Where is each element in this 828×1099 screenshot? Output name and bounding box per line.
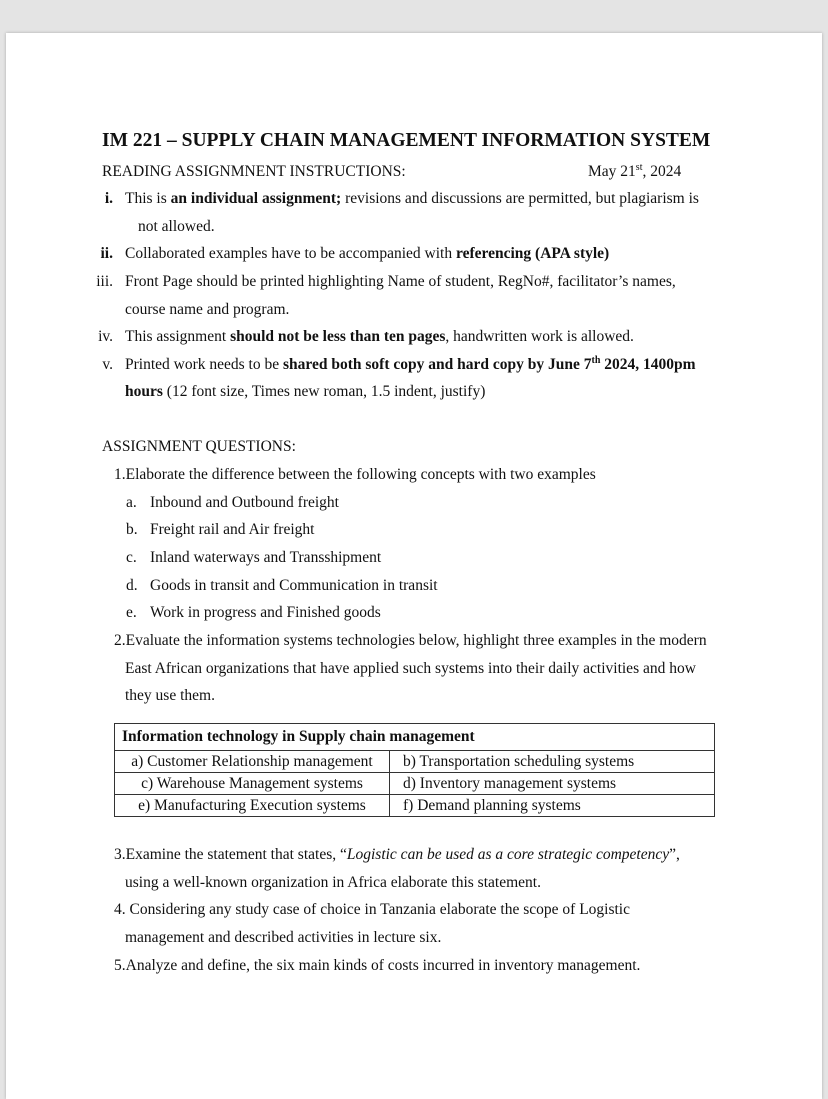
question-5: 5.Analyze and define, the six main kinds of costs incurred in inventory management. bbox=[114, 957, 641, 974]
date-prefix: May 21 bbox=[588, 163, 636, 180]
question-3-continuation: using a well-known organization in Africa elaborate this statement. bbox=[125, 874, 541, 891]
table-header-row bbox=[115, 724, 715, 751]
date-sup: st bbox=[635, 161, 643, 173]
instructions-heading: READING ASSIGNMNENT INSTRUCTIONS: bbox=[102, 163, 406, 180]
list-letter: a. bbox=[126, 494, 137, 511]
instruction-number: iv. bbox=[98, 328, 113, 345]
text-run-bold: an individual assignment; bbox=[170, 190, 342, 207]
instruction-number: iii. bbox=[96, 273, 113, 290]
list-letter: c. bbox=[126, 549, 137, 566]
table-header: Information technology in Supply chain management bbox=[115, 724, 715, 751]
instruction-line: Front Page should be printed highlighting Name of student, RegNo#, facilitator’s names, bbox=[125, 273, 676, 290]
table-cell: b) Transportation scheduling systems bbox=[390, 751, 715, 773]
text-run: revisions and discussions are permitted, but plagiarism is bbox=[341, 190, 699, 207]
instruction-line bbox=[125, 190, 699, 208]
table-row bbox=[115, 795, 715, 817]
instruction-continuation: course name and program. bbox=[125, 301, 290, 318]
table-cell: a) Customer Relationship management bbox=[115, 751, 390, 773]
list-item: Work in progress and Finished goods bbox=[150, 604, 381, 621]
text-run-bold: referencing (APA style) bbox=[455, 245, 610, 262]
instruction-number: v. bbox=[102, 356, 113, 373]
list-letter: d. bbox=[126, 577, 138, 594]
list-item: Freight rail and Air freight bbox=[150, 521, 315, 538]
instruction-continuation bbox=[125, 383, 485, 401]
text-run-sup: th bbox=[591, 354, 601, 366]
table-cell: d) Inventory management systems bbox=[390, 773, 715, 795]
table-row bbox=[115, 773, 715, 795]
table-cell: f) Demand planning systems bbox=[390, 795, 715, 817]
question-4-continuation: management and described activities in lecture six. bbox=[125, 929, 442, 946]
list-letter: b. bbox=[126, 521, 138, 538]
instruction-line bbox=[125, 356, 696, 374]
it-systems-table bbox=[114, 723, 715, 817]
text-run: ”, bbox=[669, 846, 680, 863]
table-row bbox=[115, 751, 715, 773]
list-item: Inbound and Outbound freight bbox=[150, 494, 339, 511]
date-suffix: , 2024 bbox=[642, 163, 682, 180]
text-run-bold: should not be less than ten pages bbox=[230, 328, 446, 345]
assignment-date bbox=[588, 163, 681, 181]
list-item: Inland waterways and Transshipment bbox=[150, 549, 382, 566]
questions-heading: ASSIGNMENT QUESTIONS: bbox=[102, 438, 296, 455]
text-run: (12 font size, Times new roman, 1.5 indent, justify) bbox=[162, 383, 486, 400]
question-2-continuation: they use them. bbox=[125, 687, 215, 704]
instruction-line bbox=[125, 245, 609, 263]
question-1: 1.Elaborate the difference between the following concepts with two examples bbox=[114, 466, 596, 483]
table-cell: c) Warehouse Management systems bbox=[115, 773, 390, 795]
text-run: Collaborated examples have to be accompanied with bbox=[125, 245, 456, 262]
text-run-bold: 2024, 1400pm bbox=[600, 356, 696, 373]
question-2: 2.Evaluate the information systems technologies below, highlight three examples in the modern bbox=[114, 632, 707, 649]
question-2-continuation: East African organizations that have applied such systems into their daily activities and how bbox=[125, 660, 696, 677]
question-4: 4. Considering any study case of choice in Tanzania elaborate the scope of Logistic bbox=[114, 901, 630, 918]
text-run: 3.Examine the statement that states, “ bbox=[114, 846, 347, 863]
instruction-continuation: not allowed. bbox=[138, 218, 215, 235]
text-run: , handwritten work is allowed. bbox=[445, 328, 634, 345]
instruction-number: i. bbox=[104, 190, 113, 207]
question-3 bbox=[114, 846, 680, 864]
text-run-bold: hours bbox=[125, 383, 163, 400]
text-run-italic: Logistic can be used as a core strategic competency bbox=[346, 846, 670, 863]
document-title: IM 221 – SUPPLY CHAIN MANAGEMENT INFORMATION SYSTEM bbox=[102, 130, 711, 151]
list-letter: e. bbox=[126, 604, 137, 621]
instruction-line bbox=[125, 328, 634, 346]
text-run: This is bbox=[125, 190, 171, 207]
text-run-bold: shared both soft copy and hard copy by June 7 bbox=[282, 356, 592, 373]
instruction-number: ii. bbox=[100, 245, 113, 262]
text-run: This assignment bbox=[125, 328, 231, 345]
text-run: Printed work needs to be bbox=[125, 356, 283, 373]
list-item: Goods in transit and Communication in transit bbox=[150, 577, 438, 594]
table-cell: e) Manufacturing Execution systems bbox=[115, 795, 390, 817]
document-page bbox=[6, 33, 822, 1099]
